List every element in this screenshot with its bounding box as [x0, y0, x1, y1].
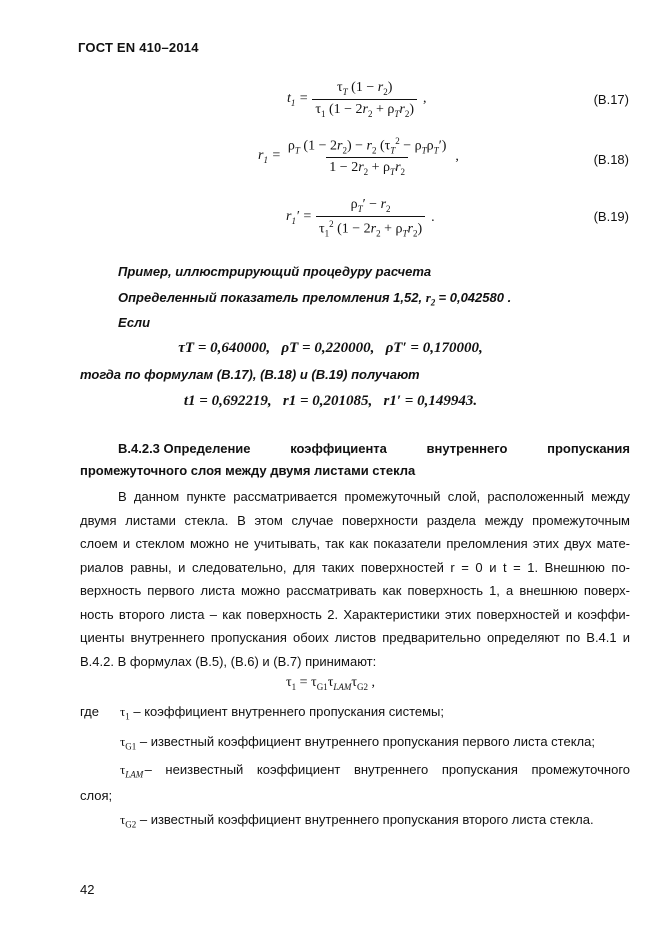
- paragraph-line: верхность первого листа можно рассматривать как поверхность 1, а внешнюю поверх-: [80, 583, 630, 598]
- equation-b18: $r_1$ = $\frac{\rho_T (1 - 2r_2) - r_2 (\tau_T^2 - \rho_T\rho_T')}{1 - 2r_2 + \rho_Tr_2}$ , (B.18): [258, 136, 629, 178]
- paragraph-line: циенты внутреннего пропускания обоих листов предварительно определяют по B.4.1 и: [80, 630, 630, 645]
- section-heading-word: пропускания: [547, 441, 630, 456]
- example-index-line: Определенный показатель преломления 1,52, $r_2 = 0,042580$ .: [118, 290, 512, 308]
- paragraph-line: ность второго листа – как поверхность 2. Характеристики этих поверхностей и коэффи-: [80, 606, 630, 622]
- definition-text: – коэффициент внутреннего пропускания системы;: [133, 704, 445, 719]
- where-label: где: [80, 704, 99, 719]
- section-heading: [80, 438, 630, 482]
- body-paragraph: [80, 485, 630, 673]
- definition-text: – известный коэффициент внутреннего пропускания второго листа стекла.: [139, 812, 594, 827]
- section-heading-word: внутреннего: [426, 441, 508, 456]
- definition-row: $\tau_{G1}$ – известный коэффициент внутреннего пропускания первого листа стекла;: [120, 734, 595, 752]
- definition-text: – известный коэффициент внутреннего пропускания первого листа стекла;: [139, 734, 595, 749]
- equation-b19: $r_1'$ = $\frac{\rho_T' - r_2}{\tau_1^2 (1 - 2r_2 + \rho_Tr_2)}$ . (B.19): [286, 197, 629, 239]
- section-heading-word: коэффициента: [290, 441, 387, 456]
- equation-number-b18: (B.18): [593, 152, 629, 167]
- paragraph-line: слоем и стеклом можно не учитывать, так как показатели преломления этих двух мате-: [80, 536, 630, 551]
- example-r2-value: = 0,042580 .: [438, 290, 512, 305]
- document-header: ГОСТ EN 410–2014: [78, 40, 199, 55]
- paragraph-line: B.4.2. В формулах (B.5), (B.6) и (B.7) принимают:: [80, 653, 377, 669]
- equation-b17: $t_1$ = $\frac{\tau_T (1 - r_2)}{\tau_1 (1 - 2r_2 + \rho_Tr_2)}$ , (B.17): [287, 80, 629, 119]
- formula-tau1: $\tau_1 = \tau_{G1}\tau_{LAM}\tau_{G2}$ ,: [286, 675, 375, 692]
- definition-row: $\tau_{G2}$ – известный коэффициент внутреннего пропускания второго листа стекла.: [120, 812, 594, 830]
- definition-continuation: слоя;: [80, 788, 113, 803]
- example-if-label: Если: [118, 315, 151, 330]
- example-then-text: тогда по формулам (B.17), (B.18) и (B.19) получают: [80, 367, 420, 382]
- equation-number-b17: (B.17): [593, 92, 629, 107]
- section-heading-line2: промежуточного слоя между двумя листами стекла: [80, 463, 416, 478]
- example-index-prefix: Определенный показатель преломления 1,52,: [118, 290, 423, 305]
- paragraph-line: риалов равны, и следовательно, для таких поверхностей r = 0 и t = 1. Внешнюю по-: [80, 559, 630, 575]
- equation-number-b19: (B.19): [593, 209, 629, 224]
- section-heading-word: B.4.2.3 Определение: [118, 441, 251, 456]
- paragraph-line: двумя листами стекла. В этом случае поверхности раздела между промежуточным: [80, 512, 630, 528]
- page-number: 42: [80, 882, 95, 897]
- paragraph-line: В данном пункте рассматривается промежуточный слой, расположенный между: [118, 489, 630, 504]
- example-title: Пример, иллюстрирующий процедуру расчета: [118, 264, 432, 279]
- definition-text: – неизвестный коэффициент внутреннего пропускания промежуточного: [144, 762, 630, 777]
- example-result-values: t1 = 0,692219, r1 = 0,201085, r1′ = 0,149943.: [183, 393, 478, 409]
- example-given-values: τT = 0,640000, ρT = 0,220000, ρT′ = 0,170000,: [178, 340, 483, 356]
- definition-row: $\tau_{LAM}$ – неизвестный коэффициент внутреннего пропускания промежуточного: [120, 762, 630, 780]
- definition-row: где $\tau_1$ – коэффициент внутреннего пропускания системы;: [80, 704, 445, 722]
